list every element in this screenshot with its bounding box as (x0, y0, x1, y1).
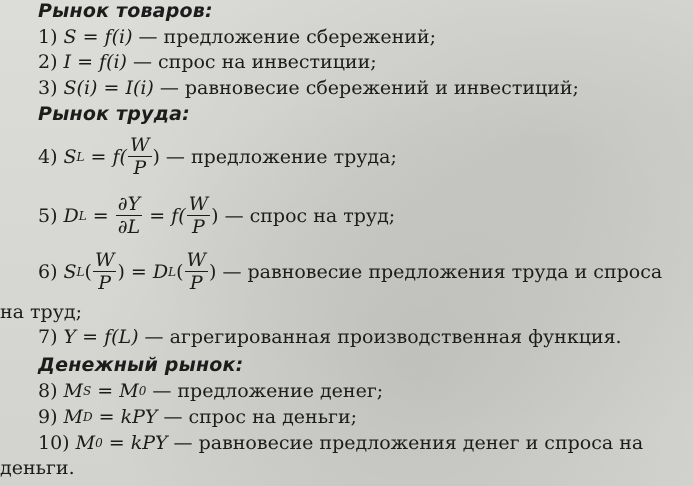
formula-1-lhs: S (63, 26, 77, 48)
formula-10-description: — равновесие предложения денег и спроса на (173, 432, 644, 454)
section-heading-labor-market: Рынок труда: (38, 103, 190, 125)
fraction-partial-derivative: $\frac{\partial Y}{\partial L}$ (117, 193, 141, 238)
fraction-w-over-p: $\frac{W}{P}$ (129, 134, 150, 179)
formula-3: 3) S(i) = I(i) — равновесие сбережений и инвестиций; (38, 77, 579, 99)
formula-9-description: — спрос на деньги; (163, 406, 358, 428)
fraction-w-over-p: $\frac{W}{P}$ (188, 193, 209, 238)
formula-6: 6) S L ( $\frac{W}{P}$ ) = D L ( $\frac{W}{P}$ ) — равновесие предложения труда и спроса (38, 249, 663, 294)
formula-7: 7) Y = f(L) — агрегированная производственная функция. (38, 326, 622, 348)
formula-5-description: — спрос на труд; (224, 205, 396, 227)
formula-9: 9) M D = kPY — спрос на деньги; (38, 406, 358, 428)
formula-8-description: — предложение денег; (152, 380, 384, 402)
formula-6-description: — равновесие предложения труда и спроса (222, 261, 663, 283)
formula-4: 4) S L = f( $\frac{W}{P}$ ) — предложение труда; (38, 134, 397, 179)
formula-3-description: — равновесие сбережений и инвестиций; (159, 77, 579, 99)
fraction-w-over-p: $\frac{W}{P}$ (186, 249, 207, 294)
formula-1-description: — предложение сбережений; (138, 26, 436, 48)
section-heading-money-market: Денежный рынок: (38, 354, 244, 376)
formula-4-description: — предложение труда; (165, 146, 397, 168)
formula-10: 10) M 0 = kPY — равновесие предложения денег и спроса на (38, 432, 644, 454)
formula-2-description: — спрос на инвестиции; (132, 51, 377, 73)
formula-2: 2) I = f(i) — спрос на инвестиции; (38, 51, 377, 73)
formula-5: 5) D L = $\frac{\partial Y}{\partial L}$ = f( $\frac{W}{P}$ ) — спрос на труд; (38, 193, 396, 238)
formula-1: 1) S = f(i) — предложение сбережений; (38, 26, 436, 48)
section-heading-goods-market: Рынок товаров: (38, 0, 213, 22)
formula-6-description-continued: на труд; (0, 301, 82, 323)
formula-10-description-continued: деньги. (0, 457, 75, 479)
fraction-w-over-p: $\frac{W}{P}$ (94, 249, 115, 294)
formula-7-description: — агрегированная производственная функция. (144, 326, 622, 348)
formula-8: 8) M S = M 0 — предложение денег; (38, 380, 384, 402)
